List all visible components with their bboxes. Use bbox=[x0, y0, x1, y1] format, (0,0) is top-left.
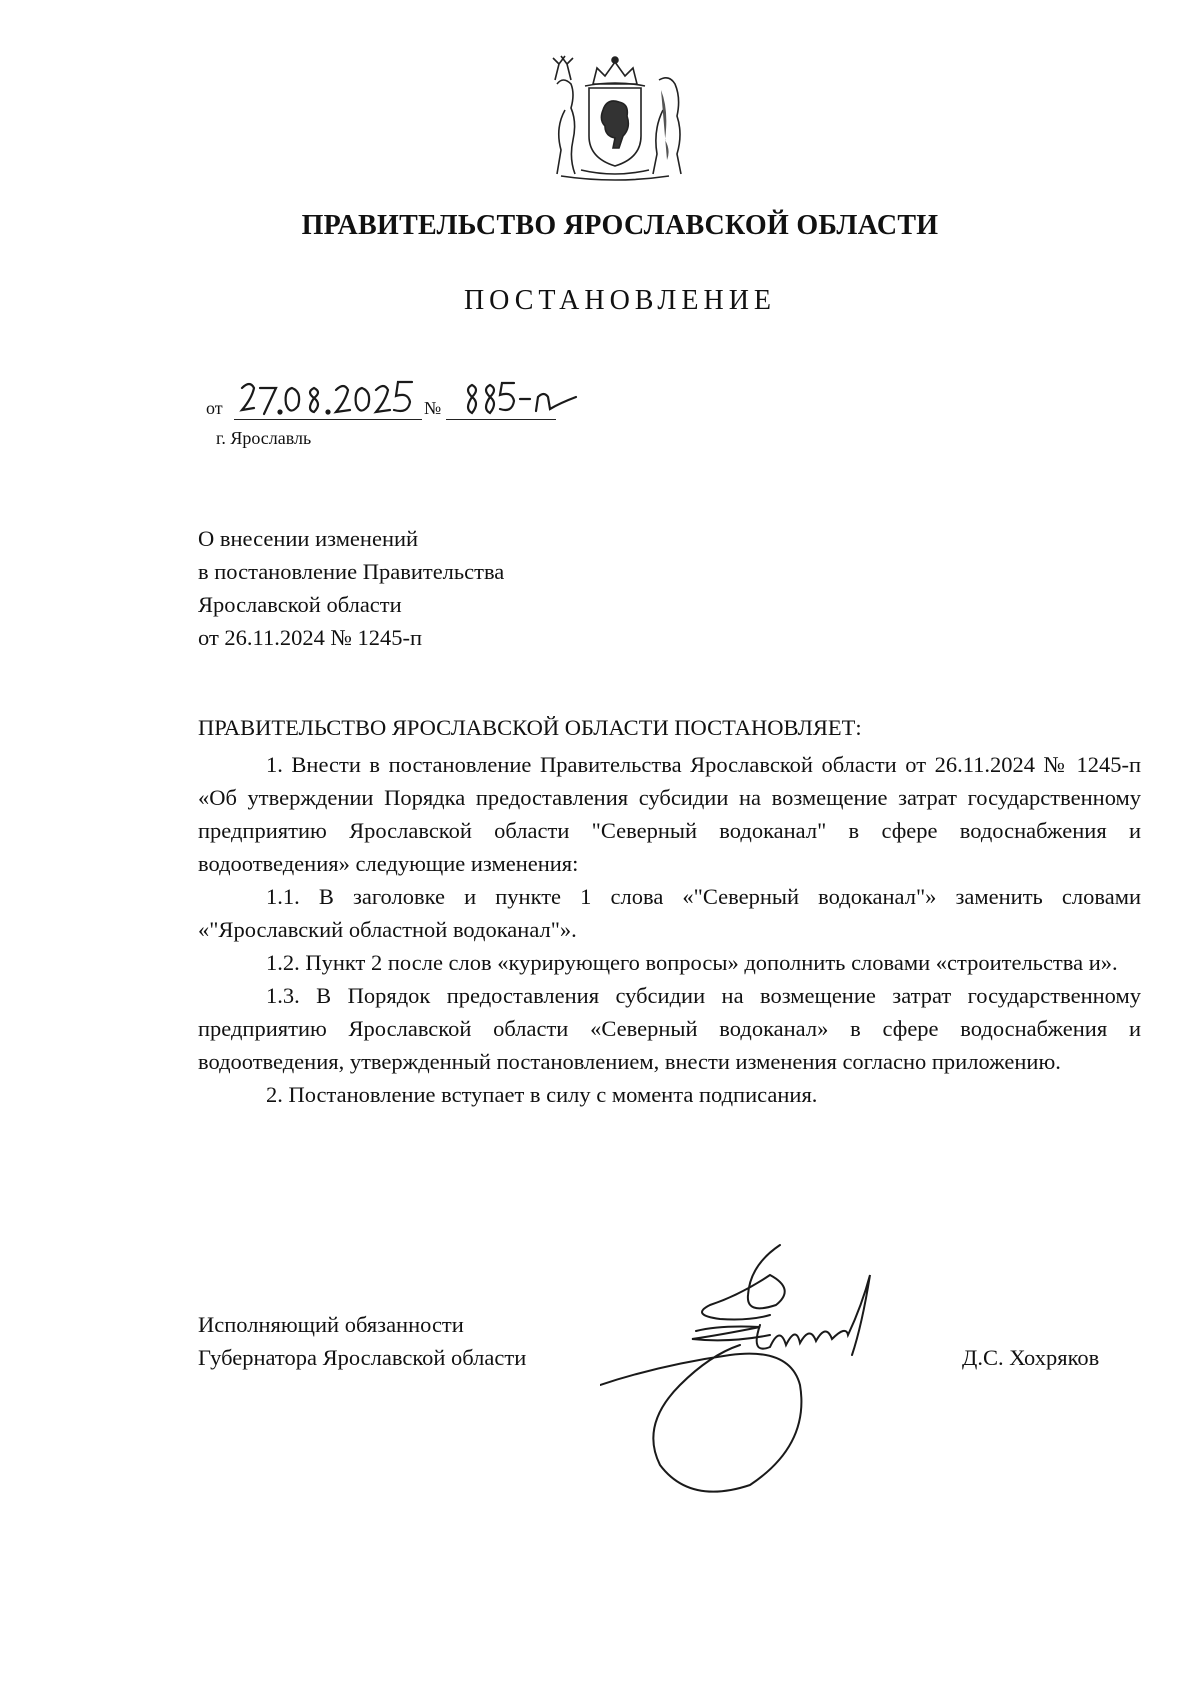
coat-of-arms-icon bbox=[541, 50, 689, 185]
handwritten-signature bbox=[600, 1235, 960, 1515]
decree-statement: ПРАВИТЕЛЬСТВО ЯРОСЛАВСКОЙ ОБЛАСТИ ПОСТАНОВЛЯЕТ: bbox=[198, 715, 862, 740]
city-label: г. Ярославль bbox=[216, 428, 312, 448]
title-line: в постановление Правительства bbox=[198, 559, 505, 584]
handwritten-date bbox=[236, 374, 426, 422]
number-underline bbox=[446, 419, 556, 420]
signatory-position bbox=[198, 1308, 526, 1374]
document-type: ПОСТАНОВЛЕНИЕ bbox=[463, 285, 777, 316]
signatory-name: Д.С. Хохряков bbox=[962, 1345, 1100, 1370]
title-line: от 26.11.2024 № 1245-п bbox=[198, 625, 423, 650]
position-line: Губернатора Ярославской области bbox=[198, 1345, 527, 1370]
document-title bbox=[198, 522, 698, 654]
position-line: Исполняющий обязанности bbox=[198, 1312, 464, 1337]
paragraph-1-1: 1.1. В заголовке и пункте 1 слова «"Северный водоканал"» заменить словами «"Ярославский областной водоканал"». bbox=[198, 884, 1141, 942]
paragraph-1: 1. Внести в постановление Правительства Ярославской области от 26.11.2024 № 1245-п «Об утверждении Порядка предоставления субсидии на возмещение затрат государственному предприятию Ярославской области "Северный водоканал" в сфере водоснабжения и водоотведения» следующие изменения: bbox=[198, 752, 1141, 876]
number-prefix: № bbox=[424, 398, 442, 418]
date-prefix: от bbox=[206, 398, 223, 418]
paragraph-2: 2. Постановление вступает в силу с момента подписания. bbox=[266, 1082, 818, 1107]
date-underline bbox=[234, 419, 422, 420]
decree-body bbox=[198, 748, 1141, 1111]
title-line: Ярославской области bbox=[198, 592, 402, 617]
title-line: О внесении изменений bbox=[198, 526, 419, 551]
authority-heading: ПРАВИТЕЛЬСТВО ЯРОСЛАВСКОЙ ОБЛАСТИ bbox=[301, 210, 939, 241]
handwritten-number bbox=[460, 375, 580, 423]
paragraph-1-3: 1.3. В Порядок предоставления субсидии на возмещение затрат государственному предприятию Ярославской области «Северный водоканал» в сфере водоснабжения и водоотведения, утвержденный постановлением, внести изменения согласно приложению. bbox=[198, 983, 1141, 1074]
paragraph-1-2: 1.2. Пункт 2 после слов «курирующего вопросы» дополнить словами «строительства и». bbox=[266, 950, 1118, 975]
